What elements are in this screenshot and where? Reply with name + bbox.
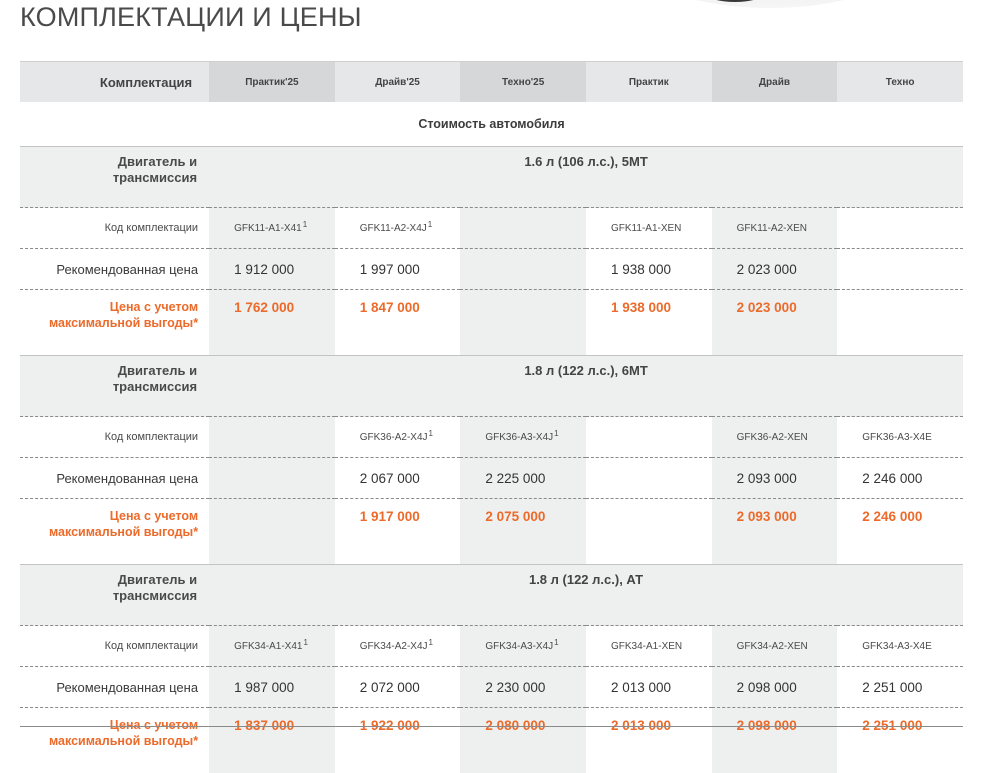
recommended-price: 2 093 000 [712,458,838,499]
trim-code: GFK34-A2-X4J [360,641,428,652]
trim-code: GFK11-A1-XEN [611,223,681,234]
engine-spec: 1.8 л (122 л.с.), 6МТ [209,356,963,417]
column-header: Драйв [712,62,838,103]
trim-code-cell [586,208,712,249]
row-label-line: трансмиссия [20,588,197,604]
table-row [20,626,963,667]
discount-price: 2 251 000 [837,708,963,773]
footnote-mark: 1 [428,220,432,229]
row-label [20,499,209,565]
table-row [20,667,963,708]
price-table [20,61,963,773]
trim-code: GFK34-A3-X4J [485,641,553,652]
table-row [20,708,963,773]
footnote-mark: 1 [554,429,558,438]
trim-code-cell [335,208,461,249]
row-label-line: максимальной выгоды* [20,315,198,331]
row-label-line: Цена с учетом [20,508,198,524]
trim-code-cell [837,208,963,249]
trim-code: GFK36-A3-X4J [485,432,553,443]
discount-price [209,499,335,565]
trim-code-cell [460,208,586,249]
trim-code: GFK34-A1-X41 [234,641,302,652]
trim-code: GFK36-A2-X4J [360,432,428,443]
trim-code: GFK36-A3-X4E [862,432,931,443]
section-title-row [20,102,963,147]
discount-price [460,290,586,356]
engine-row [20,565,963,626]
table-row [20,208,963,249]
recommended-price: 1 987 000 [209,667,335,708]
trim-code-cell [209,626,335,667]
trim-code-cell [712,626,838,667]
car-image [640,0,900,8]
table-row [20,458,963,499]
row-label [20,708,209,773]
trim-code-cell [837,417,963,458]
discount-price: 2 098 000 [712,708,838,773]
recommended-price: 2 246 000 [837,458,963,499]
discount-price: 1 917 000 [335,499,461,565]
recommended-price: 1 997 000 [335,249,461,290]
row-label-line: Цена с учетом [20,299,198,315]
table-bottom-divider [20,726,963,727]
column-header: Техно [837,62,963,103]
table-row [20,249,963,290]
trim-code: GFK11-A2-XEN [737,223,807,234]
recommended-price [837,249,963,290]
row-label-line: трансмиссия [20,170,197,186]
recommended-price: 1 938 000 [586,249,712,290]
footnote-mark: 1 [303,220,307,229]
table-row [20,290,963,356]
car-wheel [680,0,790,2]
trim-code: GFK34-A2-XEN [737,641,808,652]
engine-spec: 1.6 л (106 л.с.), 5МТ [209,147,963,208]
row-label-line: максимальной выгоды* [20,733,198,749]
trim-code-cell [586,626,712,667]
row-label: Рекомендованная цена [20,667,209,708]
discount-price: 2 075 000 [460,499,586,565]
engine-row [20,147,963,208]
header-label: Комплектация [20,62,209,103]
recommended-price: 2 067 000 [335,458,461,499]
row-label-line: максимальной выгоды* [20,524,198,540]
recommended-price: 2 230 000 [460,667,586,708]
trim-code-cell [837,626,963,667]
discount-price: 2 080 000 [460,708,586,773]
recommended-price: 1 912 000 [209,249,335,290]
row-label [20,147,209,208]
recommended-price: 2 225 000 [460,458,586,499]
trim-code-cell [209,417,335,458]
row-label-line: Двигатель и [20,154,197,170]
trim-code-cell [712,208,838,249]
discount-price: 2 093 000 [712,499,838,565]
row-label [20,356,209,417]
table-header-row [20,62,963,103]
row-label: Рекомендованная цена [20,249,209,290]
table-row [20,417,963,458]
column-header: Практик [586,62,712,103]
trim-code-cell [460,417,586,458]
recommended-price: 2 013 000 [586,667,712,708]
trim-code-cell [335,626,461,667]
discount-price: 2 013 000 [586,708,712,773]
trim-code: GFK11-A2-X4J [360,223,427,234]
row-label: Код комплектации [20,417,209,458]
footnote-mark: 1 [303,638,307,647]
discount-price: 1 762 000 [209,290,335,356]
recommended-price [460,249,586,290]
footnote-mark: 1 [554,638,558,647]
trim-code: GFK34-A3-X4E [862,641,931,652]
section-title: Стоимость автомобиля [20,102,963,147]
row-label-line: Цена с учетом [20,717,198,733]
footnote-mark: 1 [429,638,433,647]
recommended-price: 2 072 000 [335,667,461,708]
recommended-price: 2 023 000 [712,249,838,290]
trim-code: GFK36-A2-XEN [737,432,808,443]
trim-code-cell [335,417,461,458]
row-label [20,290,209,356]
discount-price [837,290,963,356]
discount-price: 1 837 000 [209,708,335,773]
footnote-mark: 1 [429,429,433,438]
discount-price: 2 023 000 [712,290,838,356]
trim-code-cell [460,626,586,667]
discount-price: 1 847 000 [335,290,461,356]
discount-price: 2 246 000 [837,499,963,565]
recommended-price [209,458,335,499]
row-label: Код комплектации [20,626,209,667]
trim-code-cell [586,417,712,458]
table-row [20,499,963,565]
row-label-line: Двигатель и [20,363,197,379]
recommended-price: 2 251 000 [837,667,963,708]
trim-code: GFK11-A1-X41 [234,223,302,234]
row-label [20,565,209,626]
column-header: Практик'25 [209,62,335,103]
page-title: КОМПЛЕКТАЦИИ И ЦЕНЫ [20,2,362,33]
discount-price: 1 922 000 [335,708,461,773]
engine-row [20,356,963,417]
trim-code: GFK34-A1-XEN [611,641,682,652]
discount-price [586,499,712,565]
column-header: Драйв'25 [335,62,461,103]
recommended-price: 2 098 000 [712,667,838,708]
column-header: Техно'25 [460,62,586,103]
discount-price: 1 938 000 [586,290,712,356]
recommended-price [586,458,712,499]
row-label: Рекомендованная цена [20,458,209,499]
row-label-line: трансмиссия [20,379,197,395]
trim-code-cell [209,208,335,249]
engine-spec: 1.8 л (122 л.с.), АТ [209,565,963,626]
row-label: Код комплектации [20,208,209,249]
trim-code-cell [712,417,838,458]
row-label-line: Двигатель и [20,572,197,588]
